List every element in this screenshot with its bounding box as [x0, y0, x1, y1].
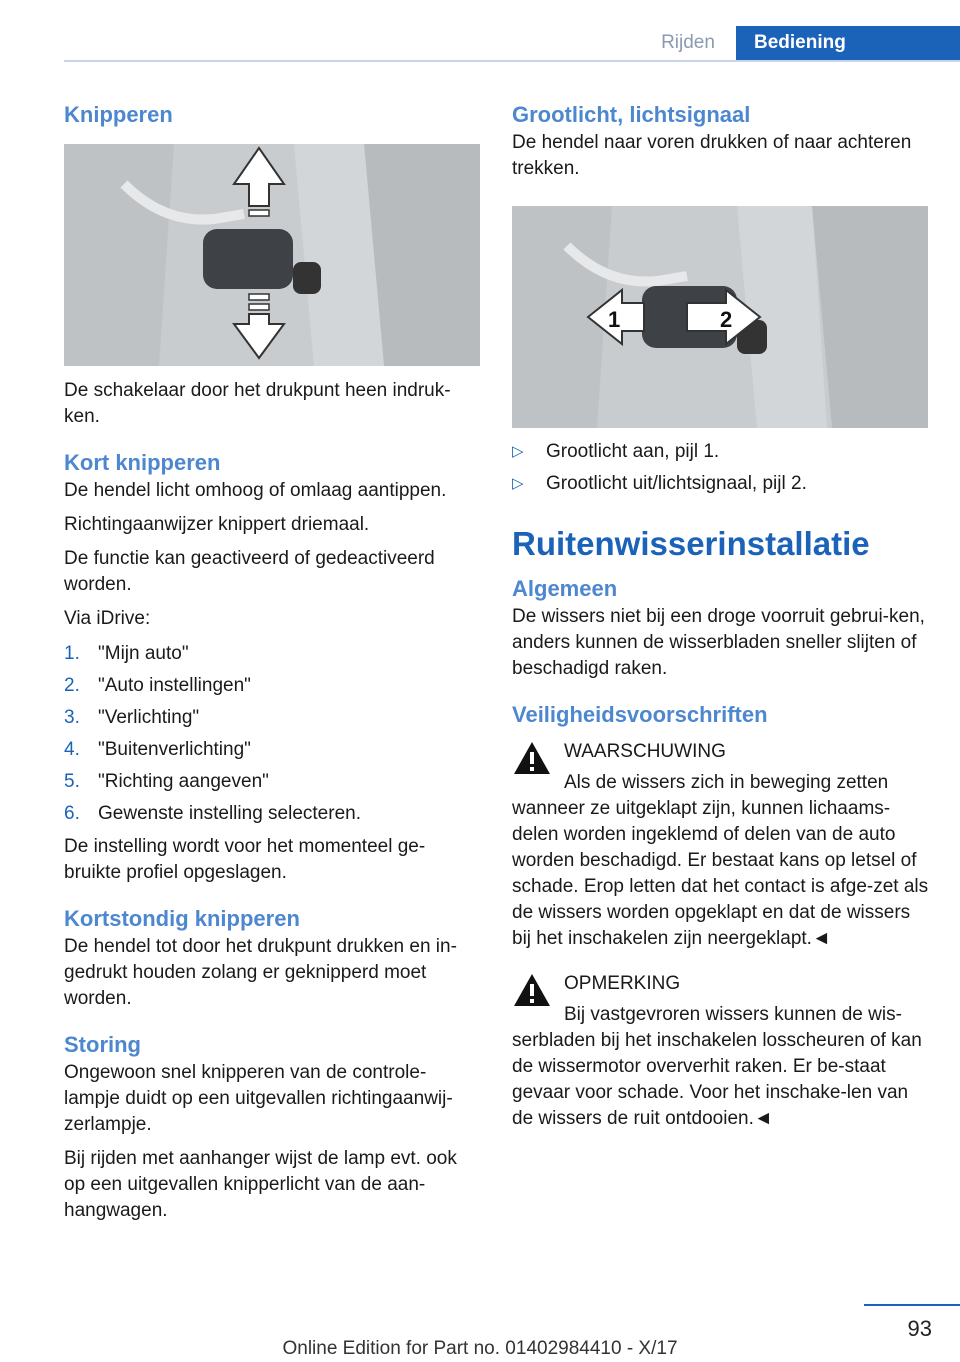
heading-kortstondig-knipperen: Kortstondig knipperen [64, 906, 300, 931]
warning-text: wanneer ze uitgeklapt zijn, kunnen lichaams-delen worden ingeklemd of delen van de auto worden beschadigd. Er bestaat kans op letsel of schade. Erop letten dat het contact is afge-zet als de wissers worden opgeklapt en dat de wissers bij het inschakelen zijn neergeklapt.◄ [512, 798, 929, 949]
warning-first-line: Als de wissers zich in beweging zetten [564, 772, 889, 793]
paragraph-schakelaar: De schakelaar door het drukpunt heen indruk-ken. [64, 380, 451, 427]
lever-forward-back-illustration [512, 206, 928, 428]
paragraph-storing-1: Ongewoon snel knipperen van de controle-lampje duidt op een uitgevallen richtingaanwij-zerlampje. [64, 1062, 453, 1135]
list-item: 3. "Verlichting" [64, 707, 200, 728]
heading-kort-knipperen: Kort knipperen [64, 450, 221, 475]
heading-algemeen: Algemeen [512, 576, 618, 601]
right-column [512, 100, 930, 1132]
paragraph-algemeen: De wissers niet bij een droge voorruit gebrui-ken, anders kunnen de wisserbladen sneller slijten of beschadigd raken. [512, 606, 925, 679]
header-divider [64, 60, 960, 62]
triangle-bullet-icon: ▷ [512, 475, 524, 492]
list-item: 4. "Buitenverlichting" [64, 739, 251, 760]
footer-edition: Online Edition for Part no. 01402984410 - X/17 [282, 1338, 678, 1359]
page-number: 93 [907, 1316, 932, 1341]
list-item: ▷ Grootlicht uit/lichtsignaal, pijl 2. [512, 468, 930, 500]
paragraph-grootlicht: De hendel naar voren drukken of naar achteren trekken. [512, 132, 912, 179]
paragraph-kort-1: De hendel licht omhoog of omlaag aantippen. [64, 480, 447, 501]
notice-text: serbladen bij het inschakelen losscheuren of kan de wissermotor oververhit raken. Er be-staat gevaar voor schade. Voor het inschake-len van de wissers de ruit ontdooien.◄ [512, 1030, 922, 1129]
warning-title: WAARSCHUWING [564, 741, 726, 762]
arrow-label-2: 2 [720, 307, 733, 332]
left-column [64, 100, 482, 1224]
heading-veiligheidsvoorschriften: Veiligheidsvoorschriften [512, 702, 768, 727]
paragraph-kortstondig: De hendel tot door het drukpunt drukken en in-gedrukt houden zolang er geknipperd moet worden. [64, 936, 457, 1009]
warning-block [512, 738, 930, 952]
notice-title: OPMERKING [564, 973, 681, 994]
heading-knipperen: Knipperen [64, 102, 173, 127]
turn-signal-lever-figure [64, 144, 480, 366]
list-item: 2. "Auto instellingen" [64, 675, 251, 696]
page-header [0, 0, 960, 64]
list-item: 1. "Mijn auto" [64, 643, 189, 664]
paragraph-storing-2: Bij rijden met aanhanger wijst de lamp evt. ook op een uitgevallen knipperlicht van de aan-hangwagen. [64, 1148, 457, 1221]
heading-ruitenwisserinstallatie: Ruitenwisserinstallatie [512, 525, 870, 562]
heading-grootlicht: Grootlicht, lichtsignaal [512, 102, 751, 127]
idrive-steps-list [64, 638, 482, 830]
lever-up-down-illustration [64, 144, 480, 366]
heading-storing: Storing [64, 1032, 141, 1057]
triangle-bullet-icon: ▷ [512, 443, 524, 460]
notice-block [512, 970, 930, 1132]
tab-bediening: Bediening [736, 26, 960, 60]
tab-rijden: Rijden [661, 32, 715, 53]
grootlicht-bullet-list [512, 436, 930, 500]
warning-triangle-icon [512, 972, 552, 1008]
list-item: 6. Gewenste instelling selecteren. [64, 803, 361, 824]
footer-divider [864, 1304, 960, 1306]
high-beam-lever-figure [512, 206, 928, 428]
paragraph-kort-3: De functie kan geactiveerd of gedeactiveerd worden. [64, 548, 435, 595]
paragraph-via-idrive: Via iDrive: [64, 608, 151, 629]
list-item: ▷ Grootlicht aan, pijl 1. [512, 436, 930, 468]
arrow-label-1: 1 [608, 307, 621, 332]
warning-triangle-icon [512, 740, 552, 776]
notice-first-line: Bij vastgevroren wissers kunnen de wis- [564, 1004, 902, 1025]
paragraph-kort-2: Richtingaanwijzer knippert driemaal. [64, 514, 370, 535]
list-item: 5. "Richting aangeven" [64, 771, 269, 792]
paragraph-profiel: De instelling wordt voor het momenteel ge-bruikte profiel opgeslagen. [64, 836, 426, 883]
